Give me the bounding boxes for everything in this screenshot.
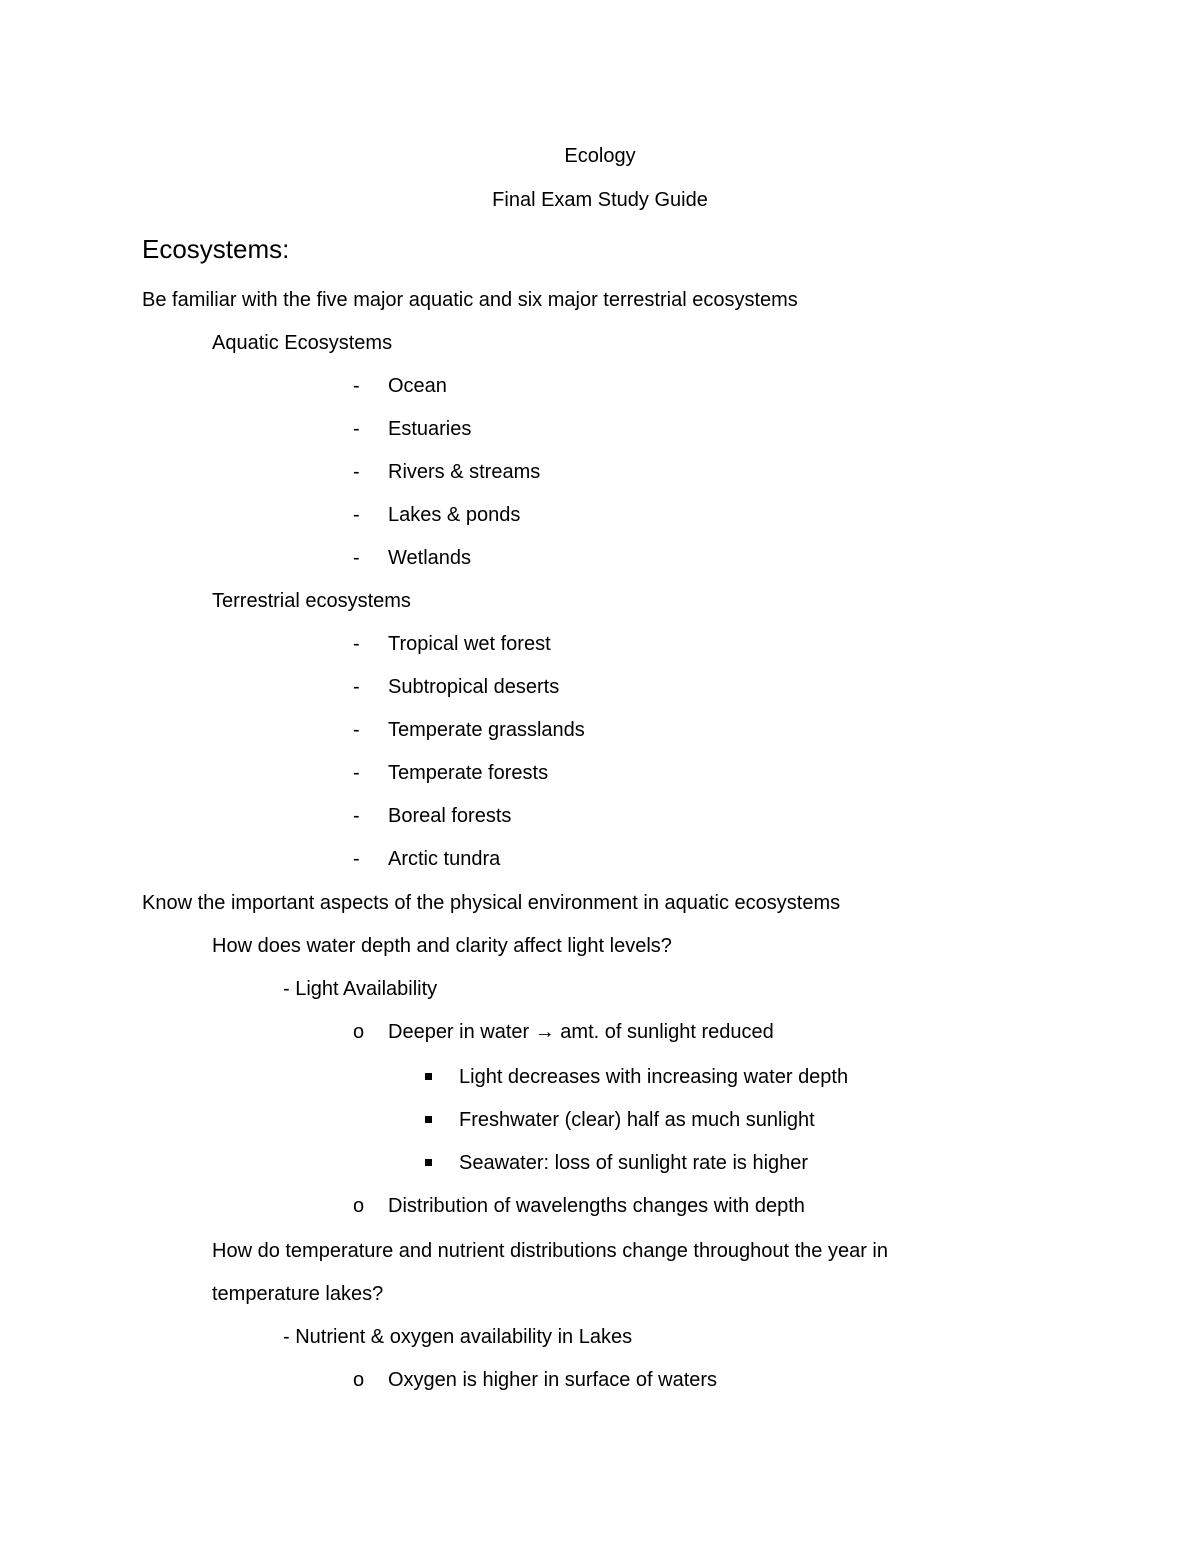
square-bullet [425, 1073, 432, 1080]
wavelengths-text: Distribution of wavelengths changes with depth [388, 1195, 805, 1217]
oxygen-text: Oxygen is higher in surface of waters [388, 1369, 718, 1391]
light-point: Light decreases with increasing water depth [459, 1066, 849, 1088]
aquatic-item: Wetlands [388, 547, 472, 569]
dash-bullet: - [353, 461, 360, 483]
intro-text: Be familiar with the five major aquatic and six major terrestrial ecosystems [142, 289, 798, 311]
terrestrial-item: Arctic tundra [388, 848, 501, 870]
dash-bullet: - [353, 676, 360, 698]
physical-intro-text: Know the important aspects of the physical environment in aquatic ecosystems [142, 892, 841, 914]
square-bullet [425, 1116, 432, 1123]
dash-bullet: - [353, 633, 360, 655]
aquatic-item: Ocean [388, 375, 447, 397]
circle-bullet: o [353, 1369, 365, 1391]
aquatic-heading: Aquatic Ecosystems [212, 332, 393, 354]
light-availability-heading: - Light Availability [283, 978, 438, 1000]
nutrient-heading: - Nutrient & oxygen availability in Lakes [283, 1326, 633, 1348]
square-bullet [425, 1159, 432, 1166]
section-heading: Ecosystems: [142, 234, 290, 264]
terrestrial-item: Tropical wet forest [388, 633, 551, 655]
dash-bullet: - [353, 418, 360, 440]
aquatic-item: Rivers & streams [388, 461, 541, 483]
dash-bullet: - [353, 848, 360, 870]
aquatic-item: Estuaries [388, 418, 472, 440]
light-point: Seawater: loss of sunlight rate is higher [459, 1152, 809, 1174]
dash-bullet: - [353, 805, 360, 827]
question-temperature-line1: How do temperature and nutrient distributions change throughout the year in [212, 1240, 888, 1262]
light-point: Freshwater (clear) half as much sunlight [459, 1109, 815, 1131]
dash-bullet: - [353, 762, 360, 784]
dash-bullet: - [353, 547, 360, 569]
dash-bullet: - [353, 719, 360, 741]
dash-bullet: - [353, 504, 360, 526]
question-temperature-line2: temperature lakes? [212, 1283, 384, 1305]
aquatic-item: Lakes & ponds [388, 504, 521, 526]
terrestrial-item: Boreal forests [388, 805, 512, 827]
circle-bullet: o [353, 1195, 365, 1217]
terrestrial-item: Temperate grasslands [388, 719, 585, 741]
circle-bullet: o [353, 1021, 365, 1043]
doc-subtitle: Final Exam Study Guide [492, 189, 708, 211]
dash-bullet: - [353, 375, 360, 397]
deeper-water-text: Deeper in water → amt. of sunlight reduced [388, 1021, 774, 1043]
doc-title: Ecology [564, 145, 636, 167]
terrestrial-heading: Terrestrial ecosystems [212, 590, 411, 612]
terrestrial-item: Subtropical deserts [388, 676, 560, 698]
question-light: How does water depth and clarity affect light levels? [212, 935, 672, 957]
terrestrial-item: Temperate forests [388, 762, 549, 784]
